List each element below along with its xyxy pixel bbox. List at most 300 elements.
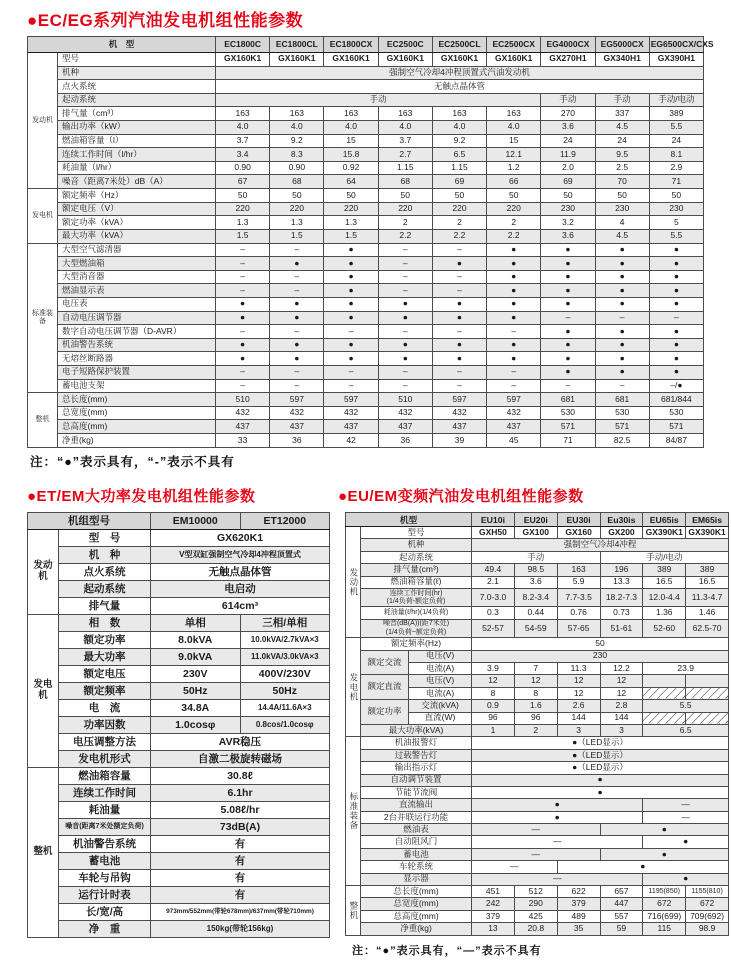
- row-label: 电压(V): [409, 675, 472, 687]
- row-label: 车轮与吊钩: [59, 870, 151, 887]
- et-em-spec-table: [27, 512, 330, 938]
- table-row: [28, 768, 330, 785]
- table-row: [28, 853, 330, 870]
- cell-value: ●: [324, 270, 378, 284]
- cell-value: ●: [324, 284, 378, 298]
- cell-value: 1.15: [378, 161, 432, 175]
- table-row: [28, 311, 704, 325]
- cell-value: ●: [378, 311, 432, 325]
- cell-value: 9.5: [595, 148, 649, 162]
- table-row: [28, 751, 330, 768]
- cell-value: 6.5: [432, 148, 486, 162]
- cell-value: 68: [378, 175, 432, 189]
- row-label: 机油警告系统: [58, 338, 216, 352]
- table-row: [28, 836, 330, 853]
- cell-value: GXH50: [472, 527, 515, 539]
- row-label: 输出功率（kW）: [58, 121, 216, 135]
- row-label: 长/宽/高: [59, 904, 151, 921]
- column-header: ET12000: [240, 513, 330, 530]
- cell-value: 13: [472, 923, 515, 936]
- row-label: 额定功率（kVA）: [58, 216, 216, 230]
- cell-value: 12.1: [487, 148, 541, 162]
- cell-value: 50: [649, 189, 703, 203]
- cell-value: –: [270, 379, 324, 393]
- cell-value: 973mm/552mm(带轮678mm)/637mm(带轮710mm): [151, 904, 330, 921]
- cell-value: 33: [216, 434, 270, 448]
- cell-value: –: [378, 243, 432, 257]
- cell-value: 1155(810): [686, 886, 729, 898]
- cell-value: –: [541, 311, 595, 325]
- cell-value: –: [270, 366, 324, 380]
- cell-value: 2.2: [378, 229, 432, 243]
- cell-value: 1.6: [514, 700, 557, 712]
- cell-value: 3: [557, 724, 600, 736]
- cell-value: 3.7: [378, 134, 432, 148]
- cell-value: 716(699): [643, 910, 686, 922]
- cell-value: 2: [487, 216, 541, 230]
- cell-value: 163: [270, 107, 324, 121]
- cell-value: 163: [324, 107, 378, 121]
- cell-value: ●: [378, 352, 432, 366]
- cell-value: 681/844: [649, 393, 703, 407]
- table-row: [346, 848, 729, 860]
- table-row: [346, 638, 729, 650]
- table-row: [28, 649, 330, 666]
- cell-value: 0.92: [324, 161, 378, 175]
- cell-value: 手动: [472, 551, 600, 563]
- cell-value: ●: [649, 270, 703, 284]
- table-row: [28, 785, 330, 802]
- row-label: 数字自动电压调节器（D-AVR）: [58, 325, 216, 339]
- row-label: 自动调节装置: [361, 774, 472, 786]
- cell-value: —: [472, 861, 558, 873]
- cell-value: 有: [151, 853, 330, 870]
- column-header: EU20i: [514, 513, 557, 527]
- cell-value: ●: [487, 297, 541, 311]
- cell-value: 0.44: [514, 607, 557, 619]
- cell-value: 163: [378, 107, 432, 121]
- cell-value: –: [432, 325, 486, 339]
- cell-value: 35: [557, 923, 600, 936]
- cell-value: ●: [472, 774, 729, 786]
- table-row: [346, 724, 729, 736]
- cell-value: 389: [649, 107, 703, 121]
- cell-value: 8: [472, 687, 515, 699]
- table-row: [28, 148, 704, 162]
- cell-value: ●: [541, 352, 595, 366]
- cell-value: ●: [649, 366, 703, 380]
- cell-value: 50: [432, 189, 486, 203]
- cell-value: 手动: [216, 93, 541, 107]
- cell-value: ●: [472, 786, 729, 798]
- row-label: 输出指示灯: [361, 762, 472, 774]
- column-header: EG5000CX: [595, 37, 649, 53]
- section-title-et-em: ●ET/EM大功率发电机组性能参数: [27, 488, 256, 505]
- cell-value: 597: [324, 393, 378, 407]
- column-header: EU10i: [472, 513, 515, 527]
- row-label: 蓄电池: [59, 853, 151, 870]
- cell-value: 5.9: [557, 576, 600, 588]
- cell-value: 2.0: [541, 161, 595, 175]
- cell-value: ●: [432, 257, 486, 271]
- cell-value: 8.0kVA: [151, 632, 241, 649]
- cell-value: 1.15: [432, 161, 486, 175]
- row-label: 起动系统: [59, 581, 151, 598]
- cell-value: 52-57: [472, 619, 515, 637]
- cell-value: ●: [270, 338, 324, 352]
- cell-value: 4.5: [595, 121, 649, 135]
- cell-value: 614cm³: [151, 598, 330, 615]
- group-label: 发电机: [28, 615, 59, 768]
- cell-value: 3.6: [541, 229, 595, 243]
- row-label: 排气量（cm³）: [58, 107, 216, 121]
- cell-value: 15.8: [324, 148, 378, 162]
- cell-value: 379: [472, 910, 515, 922]
- cell-value: —: [472, 848, 600, 860]
- row-label: 起动系统: [361, 551, 472, 563]
- cell-value: 571: [649, 420, 703, 434]
- cell-value: 337: [595, 107, 649, 121]
- row-label: 耗油量: [59, 802, 151, 819]
- table-row: [28, 325, 704, 339]
- cell-value: GX390K1: [643, 527, 686, 539]
- cell-value: –: [432, 243, 486, 257]
- cell-value: ●: [432, 352, 486, 366]
- cell-value: 672: [686, 898, 729, 910]
- row-label: 机油警告系统: [59, 836, 151, 853]
- cell-value: 自激二极旋转磁场: [151, 751, 330, 768]
- table-row: [346, 588, 729, 606]
- cell-value: 230: [541, 202, 595, 216]
- cell-value: –: [432, 284, 486, 298]
- cell-value: 57-65: [557, 619, 600, 637]
- cell-value: 30.8ℓ: [151, 768, 330, 785]
- cell-value: 8.1: [649, 148, 703, 162]
- table-row: [28, 270, 704, 284]
- cell-value: —: [643, 811, 729, 823]
- cell-value: 150kg(带轮156kg): [151, 921, 330, 938]
- table-row: [28, 734, 330, 751]
- cell-value: ●: [595, 270, 649, 284]
- cell-value: 451: [472, 886, 515, 898]
- cell-value: –: [649, 311, 703, 325]
- row-label: 排气量: [59, 598, 151, 615]
- cell-value: 230V: [151, 666, 241, 683]
- table-row: [28, 284, 704, 298]
- row-label: 总宽度(mm): [361, 898, 472, 910]
- cell-value: 50: [216, 189, 270, 203]
- cell-value: 73dB(A): [151, 819, 330, 836]
- cell-value: ●: [270, 311, 324, 325]
- cell-value: ●: [595, 257, 649, 271]
- cell-value: 1.46: [686, 607, 729, 619]
- cell-value: ●: [557, 861, 728, 873]
- cell-value: –: [432, 366, 486, 380]
- cell-value: –: [432, 379, 486, 393]
- cell-value: 432: [216, 406, 270, 420]
- cell-value: 2.8: [600, 700, 643, 712]
- cell-value: 432: [270, 406, 324, 420]
- cell-value: 50Hz: [240, 683, 330, 700]
- row-label: 额定功率: [59, 632, 151, 649]
- cell-value: –: [378, 366, 432, 380]
- cell-value: 8: [514, 687, 557, 699]
- cell-value: ●: [432, 338, 486, 352]
- cell-value: 5.5: [643, 700, 729, 712]
- row-label: 净 重: [59, 921, 151, 938]
- column-header: 机型: [346, 513, 472, 527]
- row-label: 发电机形式: [59, 751, 151, 768]
- cell-value: 230: [472, 650, 729, 662]
- cell-value: 1.36: [643, 607, 686, 619]
- cell-value: ●: [324, 257, 378, 271]
- table-row: [346, 675, 729, 687]
- column-header: EU30i: [557, 513, 600, 527]
- row-label: 最大功率(kVA): [361, 724, 472, 736]
- cell-value: 12: [600, 687, 643, 699]
- cell-value: ●: [270, 257, 324, 271]
- cell-value: 220: [324, 202, 378, 216]
- table-row: [346, 749, 729, 761]
- cell-value: 无触点晶体管: [151, 564, 330, 581]
- row-label: 显示器: [361, 873, 472, 885]
- cell-value: ●: [643, 836, 729, 848]
- cell-value: 2.1: [472, 576, 515, 588]
- table-row: [346, 811, 729, 823]
- cell-value: 三相/单相: [240, 615, 330, 632]
- cell-value: ●: [649, 284, 703, 298]
- cell-value: ●: [324, 243, 378, 257]
- table-row: [28, 202, 704, 216]
- cell-value: 3.6: [514, 576, 557, 588]
- group-label: 发动机: [28, 530, 59, 615]
- cell-value: –: [270, 243, 324, 257]
- header-row: [28, 513, 330, 530]
- cell-value: 24: [649, 134, 703, 148]
- cell-value: ●: [595, 297, 649, 311]
- cell-value: 1.0cosφ: [151, 717, 241, 734]
- table-row: [28, 338, 704, 352]
- cell-value: ●: [324, 311, 378, 325]
- cell-value: 11.0kVA/3.0kVA×3: [240, 649, 330, 666]
- cell-value: GX160K1: [270, 53, 324, 67]
- row-label: 型号: [58, 53, 216, 67]
- section-title-ec-eg: ●EC/EG系列汽油发电机组性能参数: [27, 11, 304, 30]
- table-row: [28, 819, 330, 836]
- cell-value: –: [216, 243, 270, 257]
- cell-value: 0.3: [472, 607, 515, 619]
- cell-value: –: [378, 257, 432, 271]
- cell-value: 4.0: [378, 121, 432, 135]
- cell-value: 15: [324, 134, 378, 148]
- cell-value: ●: [487, 352, 541, 366]
- column-header: EM65is: [686, 513, 729, 527]
- cell-value: 681: [541, 393, 595, 407]
- cell-value: 24: [595, 134, 649, 148]
- column-header: EC2500CL: [432, 37, 486, 53]
- row-label: 额定电压（V）: [58, 202, 216, 216]
- table-row: [346, 774, 729, 786]
- cell-value: 98.9: [686, 923, 729, 936]
- cell-value: ●: [649, 257, 703, 271]
- cell-value: –: [378, 270, 432, 284]
- row-label: 机油报警灯: [361, 737, 472, 749]
- table-row: [346, 551, 729, 563]
- cell-value: 7.0-3.0: [472, 588, 515, 606]
- table-row: [28, 352, 704, 366]
- row-label: 耗油量（l/hr）: [58, 161, 216, 175]
- row-label: 功率因数: [59, 717, 151, 734]
- cell-value: 144: [557, 712, 600, 724]
- cell-value: 71: [541, 434, 595, 448]
- cell-value: 96: [472, 712, 515, 724]
- table-row: [28, 243, 704, 257]
- sub-group-label: 额定功率: [361, 700, 409, 725]
- table-row: [346, 799, 729, 811]
- cell-value: 52-60: [643, 619, 686, 637]
- cell-value: 571: [595, 420, 649, 434]
- cell-value: 70: [595, 175, 649, 189]
- cell-value: 290: [514, 898, 557, 910]
- cell-value: –: [324, 325, 378, 339]
- cell-value: ●: [595, 338, 649, 352]
- cell-value: –: [432, 270, 486, 284]
- cell-value: 0.9: [472, 700, 515, 712]
- row-label: 自动阻风门: [361, 836, 472, 848]
- cell-value: 2.7: [378, 148, 432, 162]
- cell-value: 1.5: [324, 229, 378, 243]
- cell-value: 4.0: [432, 121, 486, 135]
- cell-value: 220: [487, 202, 541, 216]
- table-row: [346, 910, 729, 922]
- cell-value: ●: [487, 243, 541, 257]
- row-label: 噪音(dB(A))(距7米处) (1/4负荷~额定负荷): [361, 619, 472, 637]
- cell-value: 12: [472, 675, 515, 687]
- cell-value: 8.3: [270, 148, 324, 162]
- cell-value: [686, 712, 729, 724]
- cell-value: –: [378, 379, 432, 393]
- cell-value: 50: [378, 189, 432, 203]
- cell-value: ●: [649, 243, 703, 257]
- group-label: 发电机: [28, 189, 58, 243]
- table-row: [346, 898, 729, 910]
- cell-value: 手动/电动: [600, 551, 728, 563]
- table-row: [28, 632, 330, 649]
- table-row: [28, 700, 330, 717]
- sub-group-label: 额定交流: [361, 650, 409, 675]
- cell-value: 单相: [151, 615, 241, 632]
- cell-value: 39: [432, 434, 486, 448]
- row-label: 净重(kg): [58, 434, 216, 448]
- cell-value: 672: [643, 898, 686, 910]
- row-label: 蓄电池支架: [58, 379, 216, 393]
- cell-value: –: [270, 270, 324, 284]
- cell-value: ●: [487, 338, 541, 352]
- row-label: 总高度(mm): [58, 420, 216, 434]
- cell-value: 1.5: [216, 229, 270, 243]
- row-label: 连续工作时间(hr) (1/4负荷-额定负荷): [361, 588, 472, 606]
- cell-value: –/●: [649, 379, 703, 393]
- cell-value: 6.5: [643, 724, 729, 736]
- cell-value: 有: [151, 836, 330, 853]
- eu-em-spec-table: [345, 512, 729, 936]
- cell-value: ●: [432, 297, 486, 311]
- cell-value: 10.0kVA/2.7kVA×3: [240, 632, 330, 649]
- table-row: [28, 887, 330, 904]
- cell-value: ●: [270, 297, 324, 311]
- group-label: 整机: [28, 393, 58, 448]
- cell-value: –: [595, 311, 649, 325]
- table-row: [346, 886, 729, 898]
- cell-value: 8.2-3.4: [514, 588, 557, 606]
- cell-value: 36: [378, 434, 432, 448]
- cell-value: ●: [541, 366, 595, 380]
- cell-value: 手动: [595, 93, 649, 107]
- row-label: 交流(kVA): [409, 700, 472, 712]
- row-label: 额定电压: [59, 666, 151, 683]
- cell-value: 5.5: [649, 229, 703, 243]
- cell-value: 50: [472, 638, 729, 650]
- cell-value: 9.2: [270, 134, 324, 148]
- cell-value: ●: [643, 873, 729, 885]
- cell-value: 2.5: [595, 161, 649, 175]
- cell-value: 3.4: [216, 148, 270, 162]
- row-label: 点火系统: [58, 80, 216, 94]
- column-header: EC1800CL: [270, 37, 324, 53]
- cell-value: 163: [432, 107, 486, 121]
- cell-value: 2: [378, 216, 432, 230]
- row-label: 电压调整方法: [59, 734, 151, 751]
- cell-value: ●: [541, 338, 595, 352]
- row-label: 总长度(mm): [58, 393, 216, 407]
- cell-value: 432: [378, 406, 432, 420]
- cell-value: –: [216, 325, 270, 339]
- cell-value: 432: [324, 406, 378, 420]
- row-label: 总高度(mm): [361, 910, 472, 922]
- table-row: [346, 737, 729, 749]
- section-title-eu-em: ●EU/EM变频汽油发电机组性能参数: [338, 488, 584, 505]
- cell-value: ●: [216, 311, 270, 325]
- cell-value: 242: [472, 898, 515, 910]
- table-row: [346, 762, 729, 774]
- cell-value: 0.8cos/1.0cosφ: [240, 717, 330, 734]
- cell-value: –: [487, 379, 541, 393]
- cell-value: 220: [378, 202, 432, 216]
- cell-value: 11.9: [541, 148, 595, 162]
- row-label: 起动系统: [58, 93, 216, 107]
- cell-value: 50: [487, 189, 541, 203]
- cell-value: 12: [557, 675, 600, 687]
- table-row: [28, 420, 704, 434]
- cell-value: [643, 712, 686, 724]
- row-label: 机 种: [59, 547, 151, 564]
- cell-value: ●: [595, 352, 649, 366]
- cell-value: –: [270, 284, 324, 298]
- row-label: 燃油箱容量: [59, 768, 151, 785]
- cell-value: –: [324, 366, 378, 380]
- sub-group-label: 额定直流: [361, 675, 409, 700]
- table-row: [28, 379, 704, 393]
- table-row: [28, 921, 330, 938]
- cell-value: 50: [595, 189, 649, 203]
- table-row: [28, 904, 330, 921]
- table-row: [28, 581, 330, 598]
- row-label: 噪音（距离7米处）dB（A）: [58, 175, 216, 189]
- legend-note-ec-eg: 注：“●”表示具有，“-”表示不具有: [30, 455, 235, 469]
- row-label: 最大功率: [59, 649, 151, 666]
- row-label: 噪音(距离7米处额定负荷): [59, 819, 151, 836]
- ec-eg-spec-table: [27, 36, 714, 448]
